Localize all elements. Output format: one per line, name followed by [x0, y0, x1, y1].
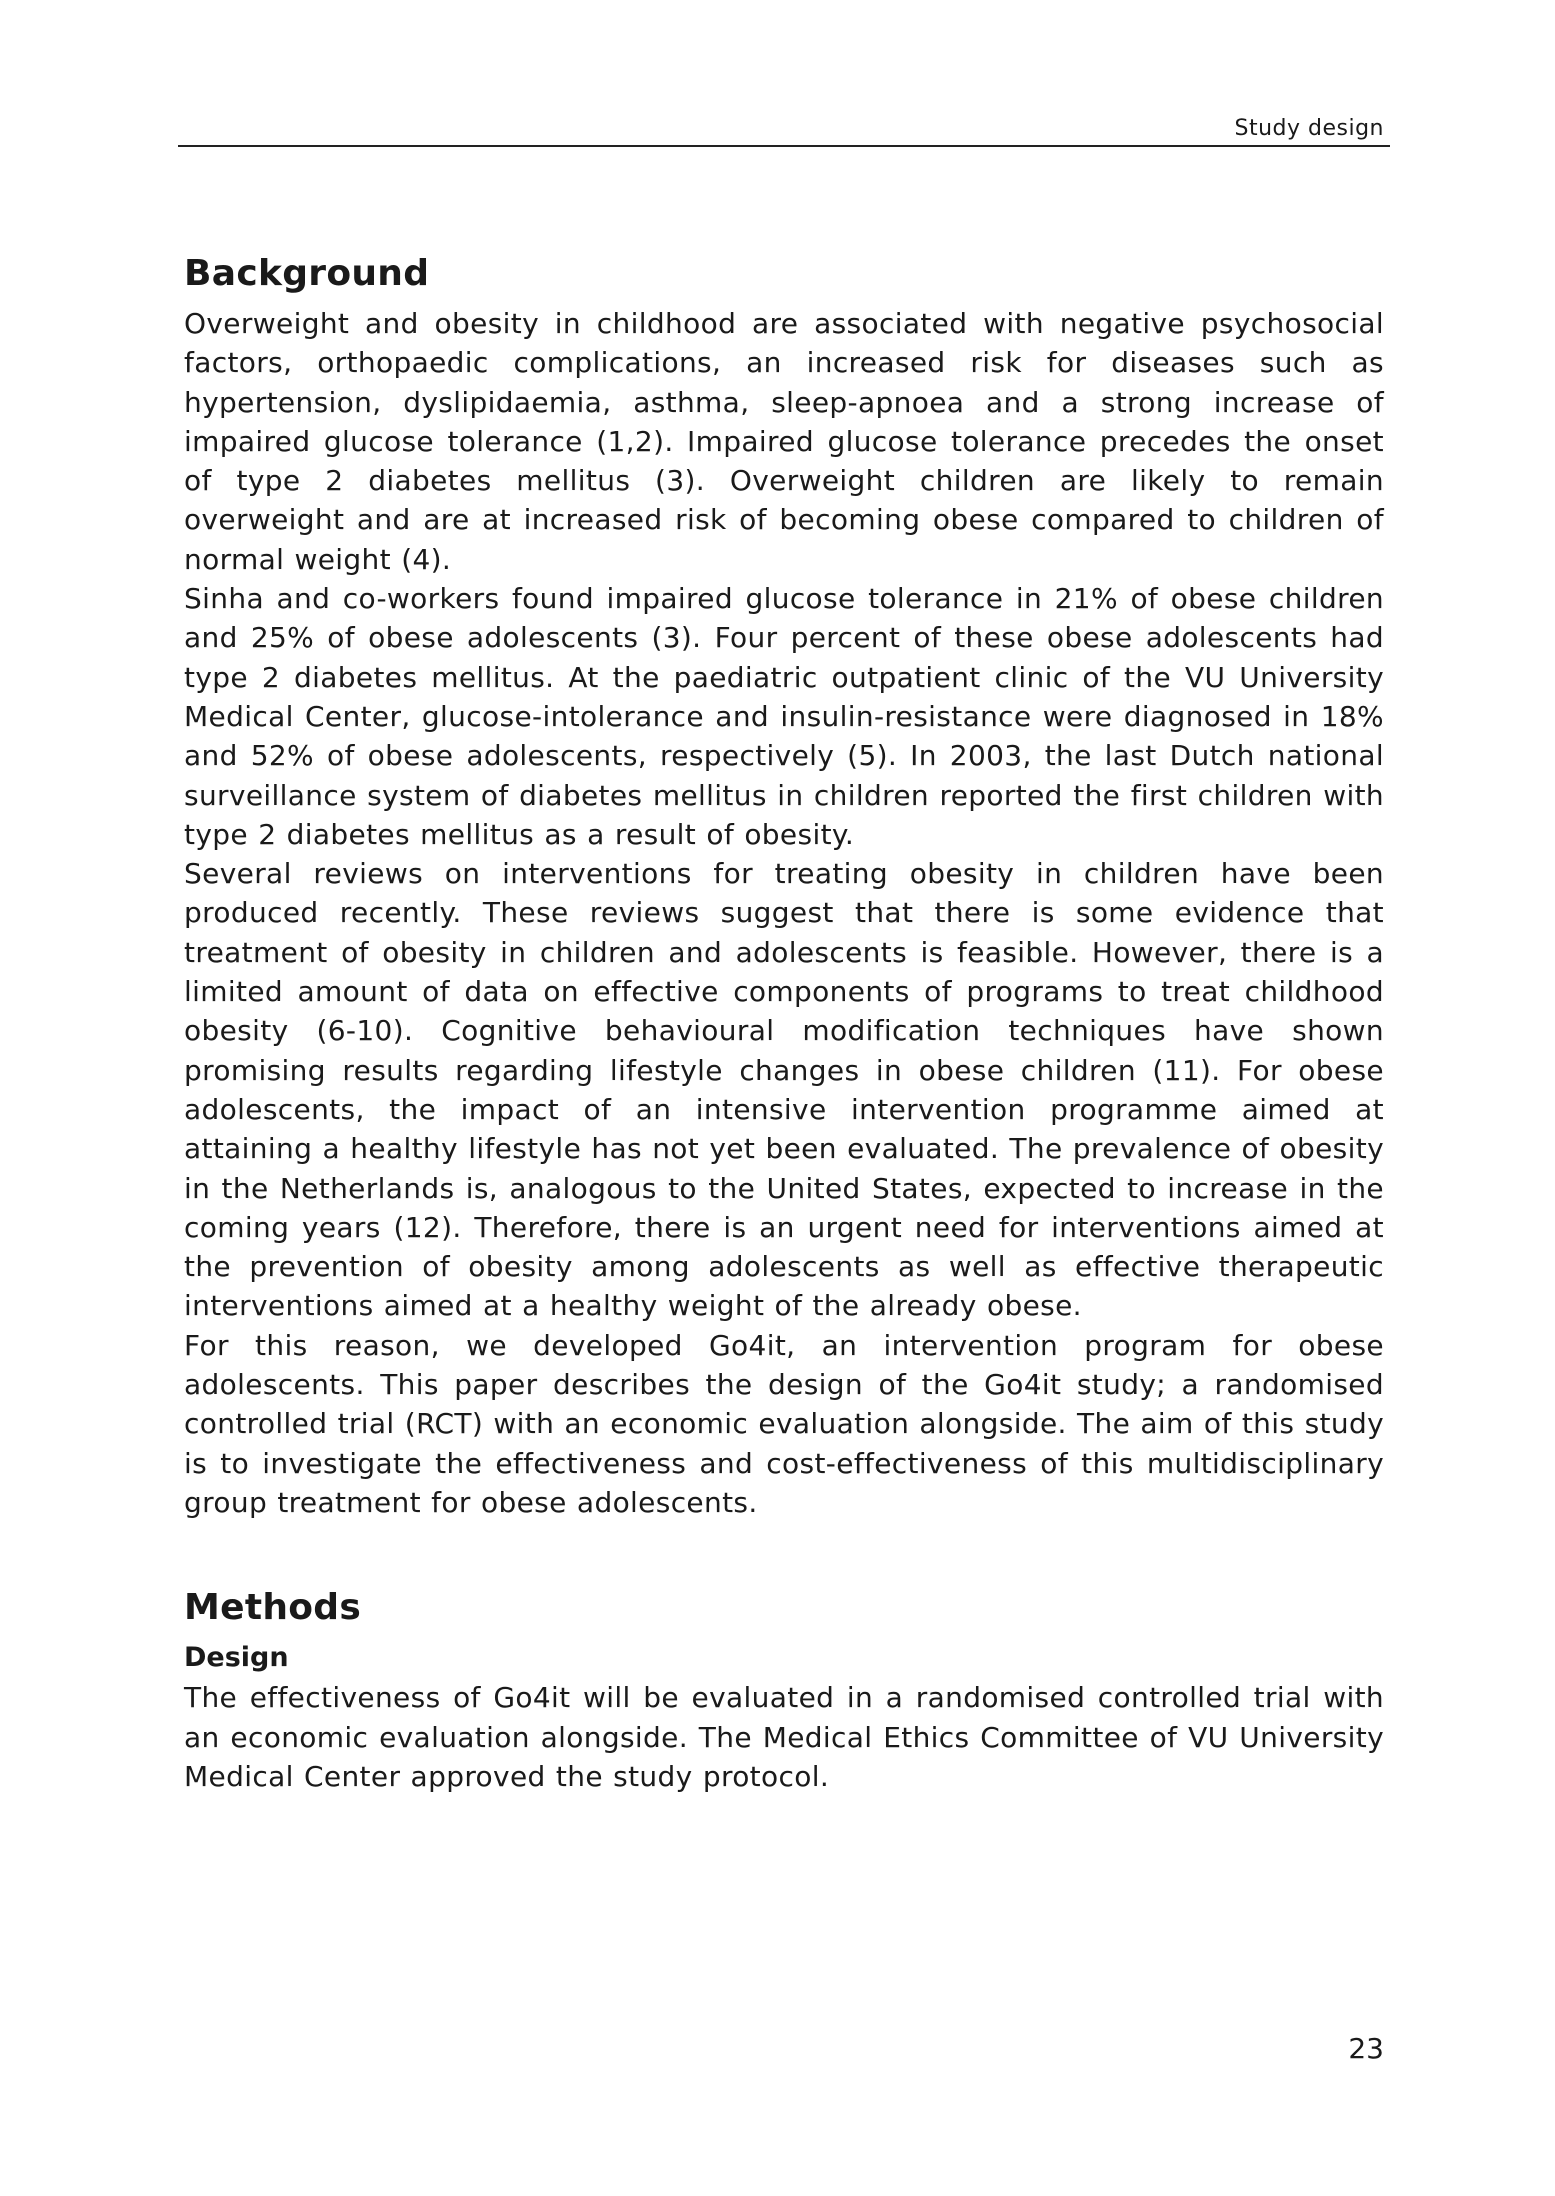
- background-paragraph-1: Overweight and obesity in childhood are associated with negative psychosocial factors, orthopaedic complications, an increased risk for diseases such as hypertension, dyslipidaemia, asthma, sleep-apnoea and a strong increase of impaired glucose tolerance (1,2). Impaired glucose tolerance precedes the onset of type 2 diabetes mellitus (3). Overweight children are likely to remain overweight and are at increased risk of becoming obese compared to children of normal weight (4).: [184, 307, 1384, 576]
- methods-section: [184, 1578, 1384, 1796]
- background-paragraph-3: Several reviews on interventions for treating obesity in children have been produced recently. These reviews suggest that there is some evidence that treatment of obesity in children and adolescents is feasible. However, there is a limited amount of data on effective components of programs to treat childhood obesity (6-10). Cognitive behavioural modification techniques have shown promising results regarding lifestyle changes in obese children (11). For obese adolescents, the impact of an intensive intervention programme aimed at attaining a healthy lifestyle has not yet been evaluated. The prevalence of obesity in the Netherlands is, analogous to the United States, expected to increase in the coming years (12). Therefore, there is an urgent need for interventions aimed at the prevention of obesity among adolescents as well as effective therapeutic interventions aimed at a healthy weight of the already obese.: [184, 857, 1384, 1323]
- page-body: [184, 244, 1384, 1796]
- running-header: [178, 113, 1390, 147]
- methods-heading: Methods: [184, 1587, 362, 1629]
- background-heading: Background: [184, 253, 430, 294]
- design-subheading: Design: [184, 1642, 289, 1674]
- running-header-title: Study design: [1234, 116, 1384, 141]
- background-paragraph-4: For this reason, we developed Go4it, an intervention program for obese adolescents. This paper describes the design of the Go4it study; a randomised controlled trial (RCT) with an economic evaluation alongside. The aim of this study is to investigate the effectiveness and cost-effectiveness of this multidisciplinary group treatment for obese adolescents.: [184, 1328, 1385, 1519]
- section-spacer: [184, 1522, 1384, 1578]
- design-paragraph: The effectiveness of Go4it will be evaluated in a randomised controlled trial with an economic evaluation alongside. The Medical Ethics Committee of VU University Medical Center approved the study protocol.: [184, 1681, 1384, 1793]
- background-paragraph-2: Sinha and co-workers found impaired glucose tolerance in 21% of obese children and 25% of obese adolescents (3). Four percent of these obese adolescents had type 2 diabetes mellitus. At the paediatric outpatient clinic of the VU University Medical Center, glucose-intolerance and insulin-resistance were diagnosed in 18% and 52% of obese adolescents, respectively (5). In 2003, the last Dutch national surveillance system of diabetes mellitus in children reported the first children with type 2 diabetes mellitus as a result of obesity.: [184, 582, 1384, 851]
- page-number: 23: [1348, 2032, 1384, 2065]
- background-section: [184, 244, 1384, 1522]
